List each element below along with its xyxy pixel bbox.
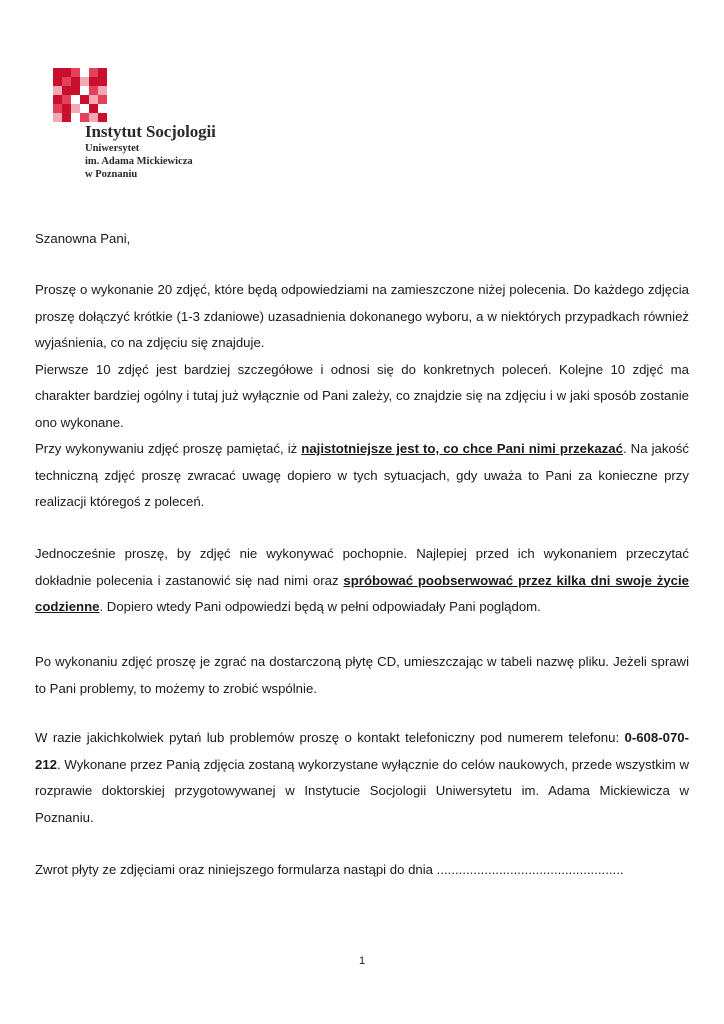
letter-body-section-2 [35,541,689,621]
paragraph-intent [35,436,689,516]
logo-square [80,95,89,104]
paragraph-observation [35,541,689,621]
p4-text-start: Jednocześnie proszę, by zdjęć nie wykonywać pochopnie. Najlepiej przed ich wykonaniem przeczytać dokładnie polecenia i zastanowić się nad nimi oraz [35,546,689,588]
university-line-1: Uniwersytet [85,143,140,154]
paragraph-photo-structure: Pierwsze 10 zdjęć jest bardziej szczegółowe i odnosi się do konkretnych poleceń. Kolejne 10 zdjęć ma charakter bardziej ogólny i tutaj już wyłącznie od Pani zależy, co znajdzie się na zdjęciu i w jaki sposób zostanie ono wykonane. [35,361,689,430]
logo-square [89,68,98,77]
phone-number: 0-608-070-212 [35,730,689,772]
p4-text-end: . Dopiero wtedy Pani odpowiedzi będą w pełni odpowiadały Pani poglądom. [99,599,541,614]
logo-square [89,86,98,95]
logo-square [62,113,71,122]
page-number: 1 [358,955,366,967]
logo-square [62,77,71,86]
logo-square [89,113,98,122]
logo-square [98,68,107,77]
logo-square [98,113,107,122]
p3-text-end: . Na jakość techniczną zdjęć proszę zwracać uwagę dopiero w tych sytuacjach, gdy uważa to Pani za konieczne przy realizacji któregoś z poleceń. [35,441,689,509]
logo-square [71,68,80,77]
logo-square [53,86,62,95]
paragraph-contact [35,725,689,831]
logo-text-block [85,122,216,181]
logo-square [80,77,89,86]
logo-square [53,95,62,104]
logo-square [89,95,98,104]
logo-mosaic-icon [53,68,107,122]
letter-body-section-1 [35,277,689,516]
p3-emphasis: najistotniejsze jest to, co chce Pani nimi przekazać [301,441,623,456]
logo-square [98,77,107,86]
p3-text-start: Przy wykonywaniu zdjęć proszę pamiętać, iż [35,441,302,456]
logo-square [62,104,71,113]
university-line-2: im. Adama Mickiewicza [85,156,193,167]
logo-square [53,104,62,113]
paragraph-return-date: Zwrot płyty ze zdjęciami oraz niniejszego formularza nastąpi do dnia ................................................... [35,862,624,877]
greeting: Szanowna Pani, [35,231,131,246]
institute-name: Instytut Socjologii [85,122,216,141]
p6-text-end: . Wykonane przez Panią zdjęcia zostaną wykorzystane wyłącznie do celów naukowych, przede wszystkim w rozprawie doktorskiej przygotowywanej w Instytucie Socjologii Uniwersytetu im. Adama Mickiewicza w Poznaniu. [35,756,689,825]
institute-logo [37,56,237,184]
letter-body-section-3 [35,649,689,702]
letter-body-section-5 [35,857,689,884]
logo-square [62,95,71,104]
paragraph-request: Proszę o wykonanie 20 zdjęć, które będą odpowiedziami na zamieszczone niżej polecenia. Do każdego zdjęcia proszę dołączyć krótkie (1-3 zdaniowe) uzasadnienia dokonanego wyboru, a w niektórych przypadkach również wyjaśnienia, co na zdjęciu się znajduje. [35,282,689,350]
logo-square [53,77,62,86]
logo-square [53,68,62,77]
letter-body-section-4 [35,725,689,831]
university-line-3: w Poznaniu [85,169,138,180]
paragraph-cd-instructions: Po wykonaniu zdjęć proszę je zgrać na dostarczoną płytę CD, umieszczając w tabeli nazwę pliku. Jeżeli sprawi to Pani problemy, to możemy to zrobić wspólnie. [35,654,689,696]
letter-greeting-block [35,226,689,253]
logo-square [71,77,80,86]
p4-emphasis: spróbować poobserwować przez kilka dni swoje życie codzienne [35,572,689,614]
logo-square [80,113,89,122]
p6-text-start: W razie jakichkolwiek pytań lub problemów proszę o kontakt telefoniczny pod numerem telefonu: [35,730,625,745]
logo-square [62,86,71,95]
logo-square [98,86,107,95]
logo-square [62,68,71,77]
logo-square [71,104,80,113]
logo-square [89,104,98,113]
logo-square [53,113,62,122]
logo-square [89,77,98,86]
logo-square [98,95,107,104]
logo-square [71,86,80,95]
